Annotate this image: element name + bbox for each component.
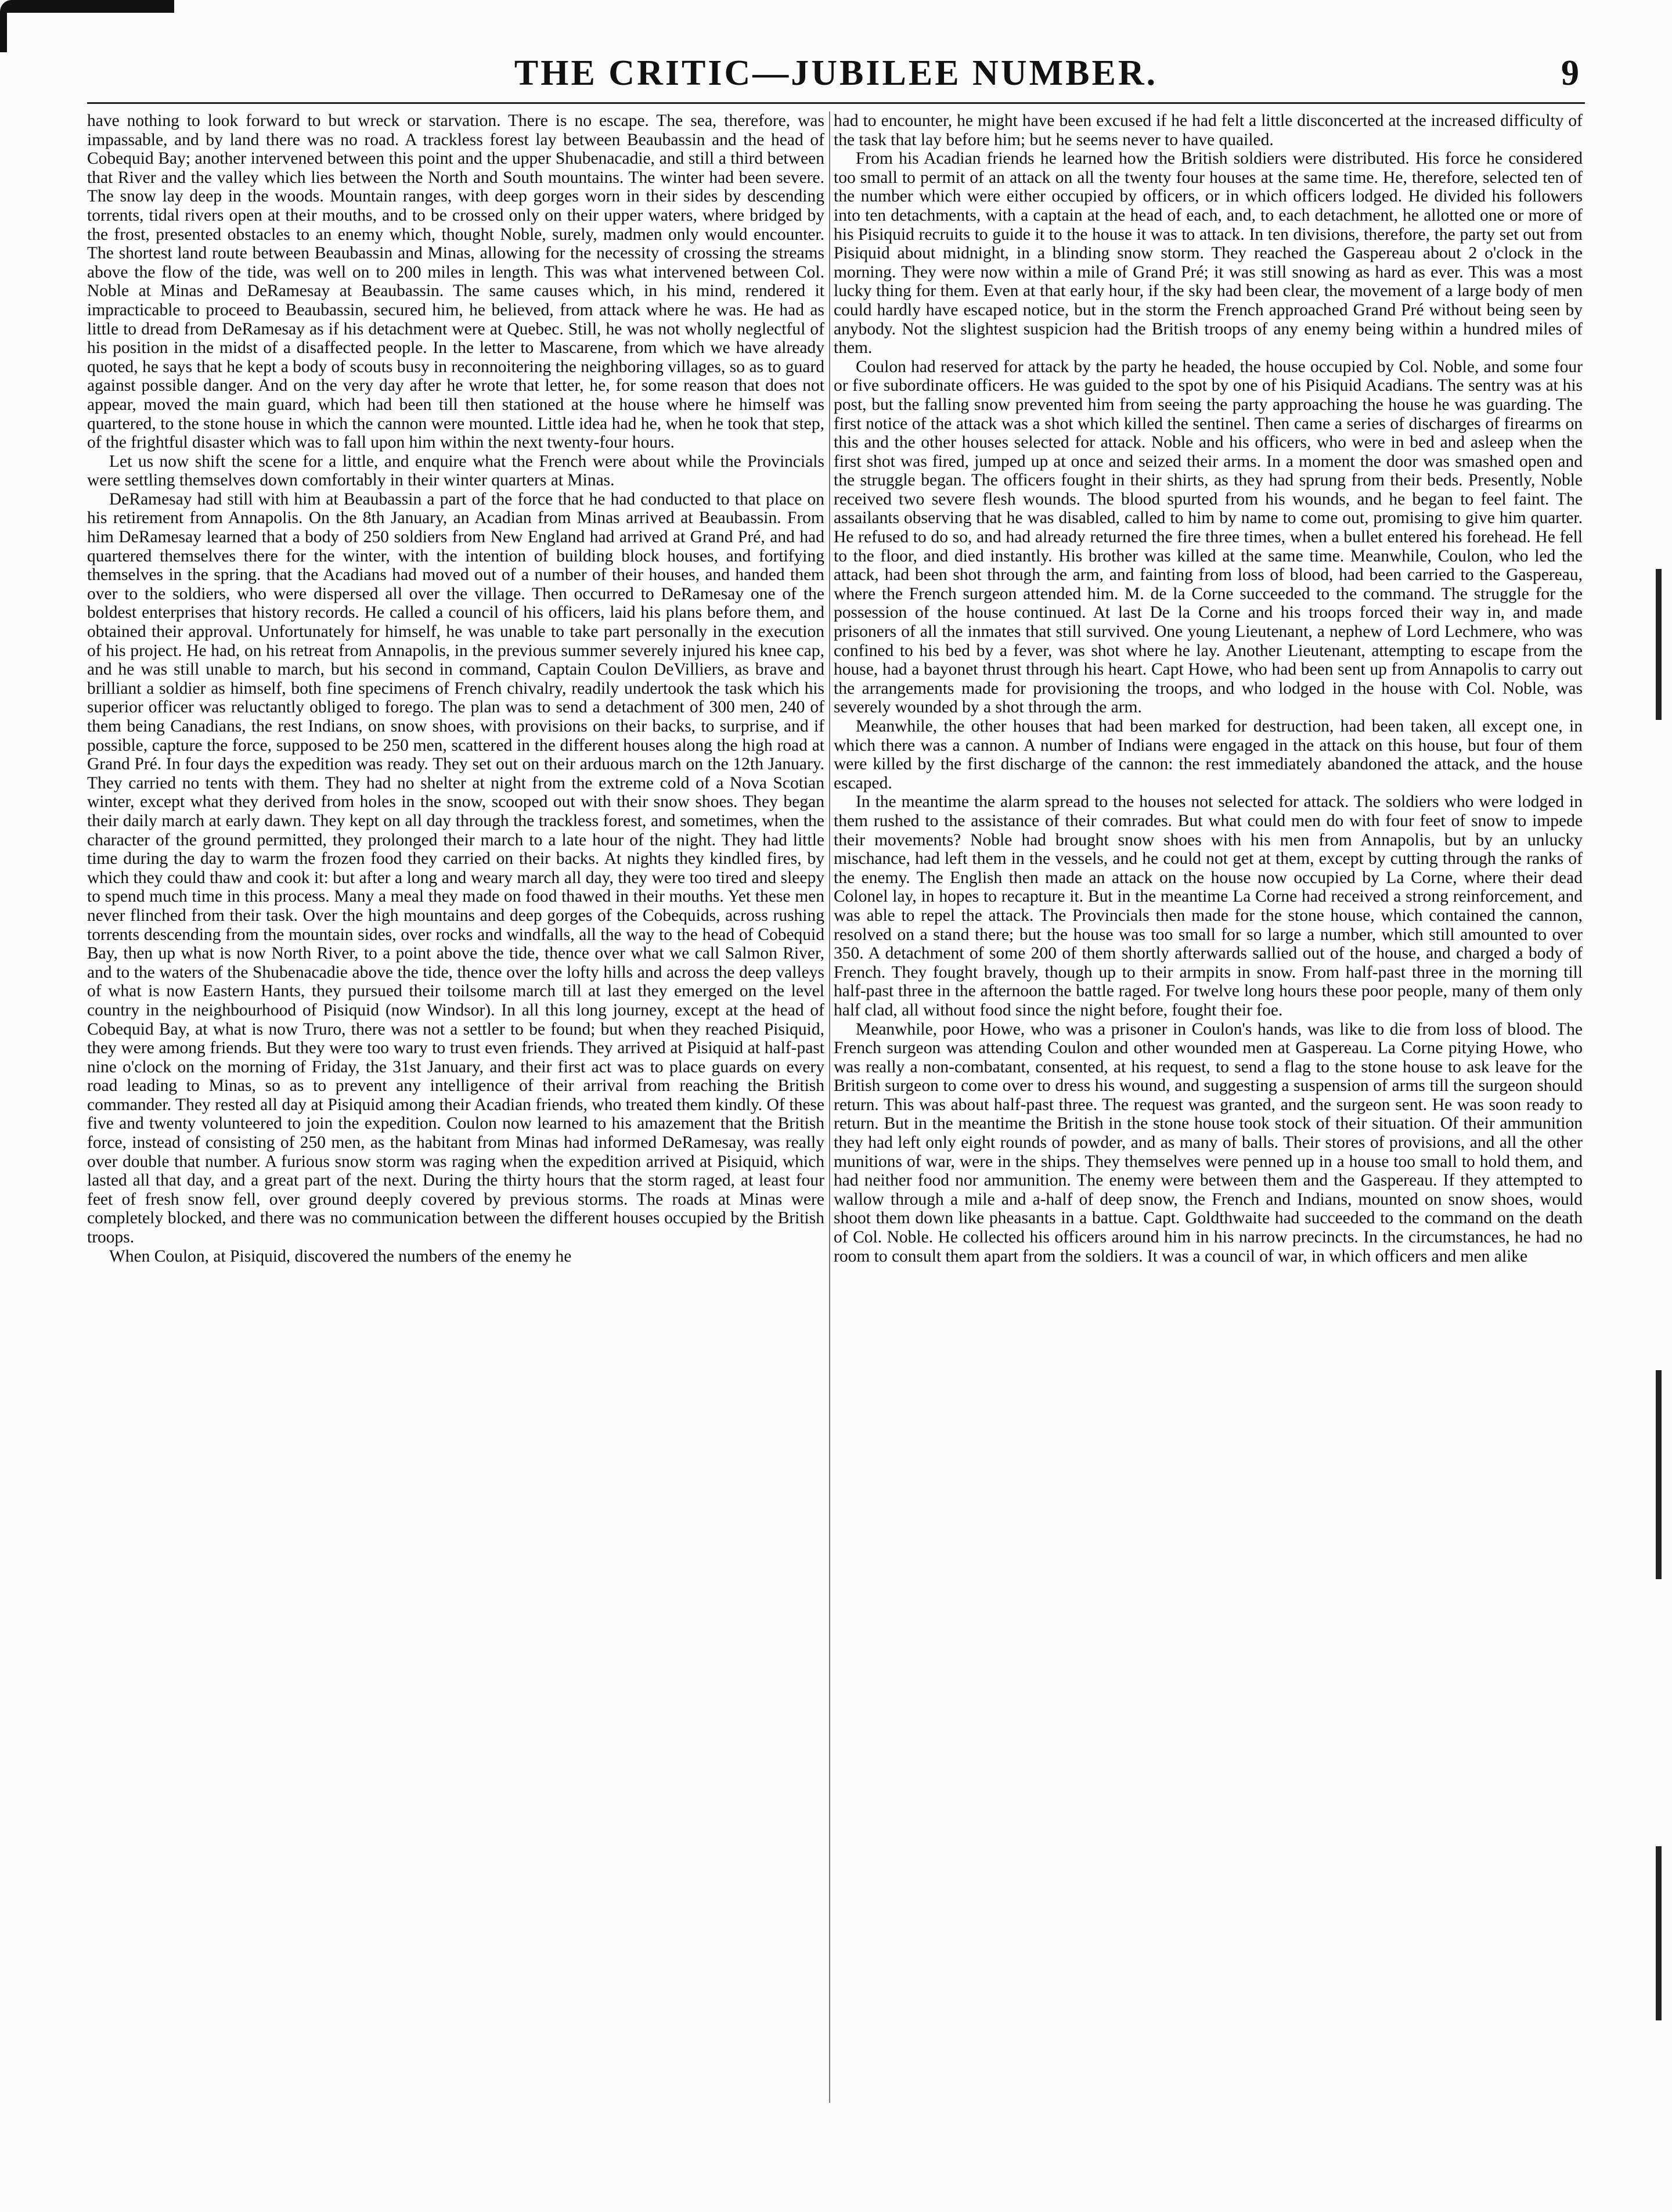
right-column bbox=[834, 111, 1583, 2114]
scan-edge-mark bbox=[1656, 1846, 1662, 2020]
column-divider bbox=[829, 111, 830, 2103]
scan-border-mark bbox=[0, 0, 174, 52]
paragraph: When Coulon, at Pisiquid, discovered the numbers of the enemy he bbox=[109, 1246, 572, 1266]
page-header bbox=[87, 46, 1585, 100]
scan-edge-mark bbox=[1656, 1370, 1662, 1579]
masthead-title: THE CRITIC—JUBILEE NUMBER. bbox=[514, 53, 1158, 93]
paragraph: have nothing to look forward to but wreck or starvation. There is no escape. The sea, therefore, was impassable, and by land there was no road. A trackless forest lay between Beaubassin and the head of Cobequid Bay; another intervened between this point and the upper Shubenacadie, and still a third between that River and the valley which lies between the North and South mountains. The winter had been severe. The snow lay deep in the woods. Mountain ranges, with deep gorges worn in their sides by descending torrents, tidal rivers open at their mouths, and to be crossed only on their upper waters, where bridged by the frost, presented obstacles to an enemy which, thought Noble, surely, madmen only would encounter. The shortest land route between Beaubassin and Minas, allowing for the necessity of crossing the streams above the flow of the tide, was well on to 200 miles in length. This was what intervened between Col. Noble at Minas and DeRamesay at Beaubassin. The same causes which, in his mind, rendered it impracticable to proceed to Beaubassin, secured him, he believed, from attack where he was. He had as little to dread from DeRamesay as if his detachment were at Quebec. Still, he was not wholly neglectful of his position in the midst of a disaffected people. In the letter to Mascarene, from which we have already quoted, he says that he kept a body of scouts busy in reconnoitering the neighboring villages, so as to guard against possible danger. And on the very day after he wrote that letter, he, for some reason that does not appear, moved the main guard, which had been till then stationed at the house where he himself was quartered, to the stone house in which the cannon were mounted. Little idea had he, when he took that step, of the frightful disaster which was to fall upon him within the next twenty-four hours. bbox=[87, 111, 824, 452]
paragraph: Let us now shift the scene for a little, and enquire what the French were about while the Provincials were settling themselves down comfortably in their winter quarters at Minas. bbox=[87, 452, 824, 490]
paragraph: Meanwhile, the other houses that had been marked for destruction, had been taken, all except one, in which there was a cannon. A number of Indians were engaged in the attack on this house, but four of them were killed by the first discharge of the cannon: the rest immediately abandoned the attack, and the house escaped. bbox=[834, 717, 1583, 792]
paragraph: had to encounter, he might have been excused if he had felt a little disconcerted at the increased difficulty of the task that lay before him; but he seems never to have quailed. bbox=[834, 111, 1583, 149]
left-column bbox=[87, 111, 824, 2114]
paragraph: Coulon had reserved for attack by the party he headed, the house occupied by Col. Noble, and some four or five subordinate officers. He was guided to the spot by one of his Pisiquid Acadians. The sentry was at his post, but the falling snow prevented him from seeing the party approaching the house he was guarding. The first notice of the attack was a shot which killed the sentinel. Then came a series of discharges of firearms on this and the other houses selected for attack. Noble and his officers, who were in bed and asleep when the first shot was fired, jumped up at once and seized their arms. In a moment the door was smashed open and the struggle began. The officers fought in their shirts, as they had sprung from their beds. Presently, Noble received two severe flesh wounds. The blood spurted from his wounds, and he began to feel faint. The assailants observing that he was disabled, called to him by name to come out, promising to give him quarter. He refused to do so, and had already returned the fire three times, when a bullet entered his forehead. He fell to the floor, and died instantly. His brother was killed at the same time. Meanwhile, Coulon, who led the attack, had been shot through the arm, and fainting from loss of blood, had been carried to the Gaspereau, where the French surgeon attended him. M. de la Corne succeeded to the command. The struggle for the possession of the house continued. At last De la Corne and his troops forced their way in, and made prisoners of all the inmates that still survived. One young Lieutenant, a nephew of Lord Lechmere, who was confined to his bed by a fever, was shot where he lay. Another Lieutenant, attempting to escape from the house, had a bayonet thrust through his heart. Capt Howe, who had been sent up from Annapolis to carry out the arrangements made for provisioning the troops, and who lodged in the house with Col. Noble, was severely wounded by a shot through the arm. bbox=[834, 357, 1583, 717]
paragraph: Meanwhile, poor Howe, who was a prisoner in Coulon's hands, was like to die from loss of blood. The French surgeon was attending Coulon and other wounded men at Gaspereau. La Corne pitying Howe, who was really a non-combatant, consented, at his request, to send a flag to the stone house to ask leave for the British surgeon to come over to dress his wound, and suggesting a suspension of arms till the surgeon should return. This was about half-past three. The request was granted, and the surgeon sent. He was soon ready to return. But in the meantime the British in the stone house took stock of their situation. Of their ammunition they had left only eight rounds of powder, and as many of balls. Their stores of provisions, and all the other munitions of war, were in the ships. They themselves were penned up in a house too small to hold them, and had neither food nor ammunition. The enemy were between them and the Gaspereau. If they attempted to wallow through a mile and a-half of deep snow, the French and Indians, mounted on snow shoes, would shoot them down like pheasants in a battue. Capt. Goldthwaite had succeeded to the command on the death of Col. Noble. He collected his officers around him in his narrow precincts. In the circumstances, he had no room to consult them apart from the soldiers. It was a council of war, in which officers and men alike bbox=[834, 1019, 1583, 1266]
header-rule bbox=[87, 102, 1585, 104]
paragraph: In the meantime the alarm spread to the houses not selected for attack. The soldiers who were lodged in them rushed to the assistance of their comrades. But what could men do with four feet of snow to impede their movements? Noble had brought snow shoes with his men from Annapolis, but by an unlucky mischance, had left them in the vessels, and he could not get at them, except by cutting through the ranks of the enemy. The English then made an attack on the house now occupied by La Corne, where their dead Colonel lay, in hopes to recapture it. But in the meantime La Corne had received a strong reinforcement, and was able to repel the attack. The Provincials then made for the stone house, which contained the cannon, resolved on a stand there; but the house was too small for so large a number, which still amounted to over 350. A detachment of some 200 of them shortly afterwards sallied out of the house, and charged a body of French. They fought bravely, though up to their armpits in snow. From half-past three in the morning till half-past three in the afternoon the battle raged. For twelve long hours these poor people, many of them only half clad, all without food since the night before, fought their foe. bbox=[834, 792, 1583, 1019]
paragraph: From his Acadian friends he learned how the British soldiers were distributed. His force he considered too small to permit of an attack on all the twenty four houses at the same time. He, therefore, selected ten of the number which were either occupied by officers, or in which officers lodged. He divided his followers into ten detachments, with a captain at the head of each, and, to each detachment, he allotted one or more of his Pisiquid recruits to guide it to the house it was to attack. In ten divisions, therefore, the party set out from Pisiquid about midnight, in a blinding snow storm. They reached the Gaspereau about 2 o'clock in the morning. They were now within a mile of Grand Pré; it was still snowing as hard as ever. This was a most lucky thing for them. Even at that early hour, if the sky had been clear, the movement of a large body of men could hardly have escaped notice, but in the storm the French approached Grand Pré without being seen by anybody. Not the slightest suspicion had the British troops of any enemy being within a hundred miles of them. bbox=[834, 149, 1583, 358]
paragraph: DeRamesay had still with him at Beaubassin a part of the force that he had conducted to that place on his retirement from Annapolis. On the 8th January, an Acadian from Minas arrived at Beaubassin. From him DeRamesay learned that a body of 250 soldiers from New England had arrived at Grand Pré, and had quartered themselves there for the winter, with the intention of building block houses, and fortifying themselves in the spring. that the Acadians had moved out of a number of their houses, and handed them over to the soldiers, who were dispersed all over the village. Then occurred to DeRamesay one of the boldest enterprises that history records. He called a council of his officers, laid his plans before them, and obtained their approval. Unfortunately for himself, he was unable to take part personally in the execution of his project. He had, on his retreat from Annapolis, in the previous summer severely injured his knee cap, and he was still unable to march, but his second in command, Captain Coulon DeVilliers, as brave and brilliant a soldier as himself, both fine specimens of French chivalry, readily undertook the task which his superior officer was reluctantly obliged to forego. The plan was to send a detachment of 300 men, 240 of them being Canadians, the rest Indians, on snow shoes, with provisions on their backs, to surprise, and if possible, capture the force, supposed to be 250 men, scattered in the different houses along the high road at Grand Pré. In four days the expedition was ready. They set out on their arduous march on the 12th January. They carried no tents with them. They had no shelter at night from the extreme cold of a Nova Scotian winter, except what they derived from holes in the snow, scooped out with their snow shoes. They began their daily march at early dawn. They kept on all day through the trackless forest, and sometimes, when the character of the ground permitted, they prolonged their march to a late hour of the night. They had little time during the day to warm the frozen food they carried on their backs. At nights they kindled fires, by which they could thaw and cook it: but after a long and weary march all day, they were too tired and sleepy to spend much time in this process. Many a meal they made on food thawed in their mouths. Yet these men never flinched from their task. Over the high mountains and deep gorges of the Cobequids, across rushing torrents descending from the mountain sides, over rocks and windfalls, all the way to the head of Cobequid Bay, then up what is now North River, to a point above the tide, thence over what we call Salmon River, and to the waters of the Shubenacadie above the tide, thence over the lofty hills and across the deep valleys of what is now Eastern Hants, they pursued their toilsome march till at last they emerged on the level country in the neighbourhood of Pisiquid (now Windsor). In all this long journey, except at the head of Cobequid Bay, at what is now Truro, there was not a settler to be found; but when they reached Pisiquid, they were among friends. But they were too wary to trust even friends. They arrived at Pisiquid at half-past nine o'clock on the morning of Friday, the 31st January, and their first act was to place guards on every road leading to Minas, so as to prevent any intelligence of their arrival from reaching the British commander. They rested all day at Pisiquid among their Acadian friends, who treated them kindly. Of these five and twenty volunteered to join the expedition. Coulon now learned to his amazement that the British force, instead of consisting of 250 men, as the habitant from Minas had informed DeRamesay, was really over double that number. A furious snow storm was raging when the expedition arrived at Pisiquid, which lasted all that day, and a great part of the next. During the thirty hours that the storm raged, at least four feet of fresh snow fell, over ground deeply covered by previous storms. The roads at Minas were completely blocked, and there was no communication between the different houses occupied by the British troops. bbox=[87, 489, 824, 1247]
scan-edge-mark bbox=[1656, 569, 1662, 720]
page-number: 9 bbox=[1561, 53, 1579, 93]
